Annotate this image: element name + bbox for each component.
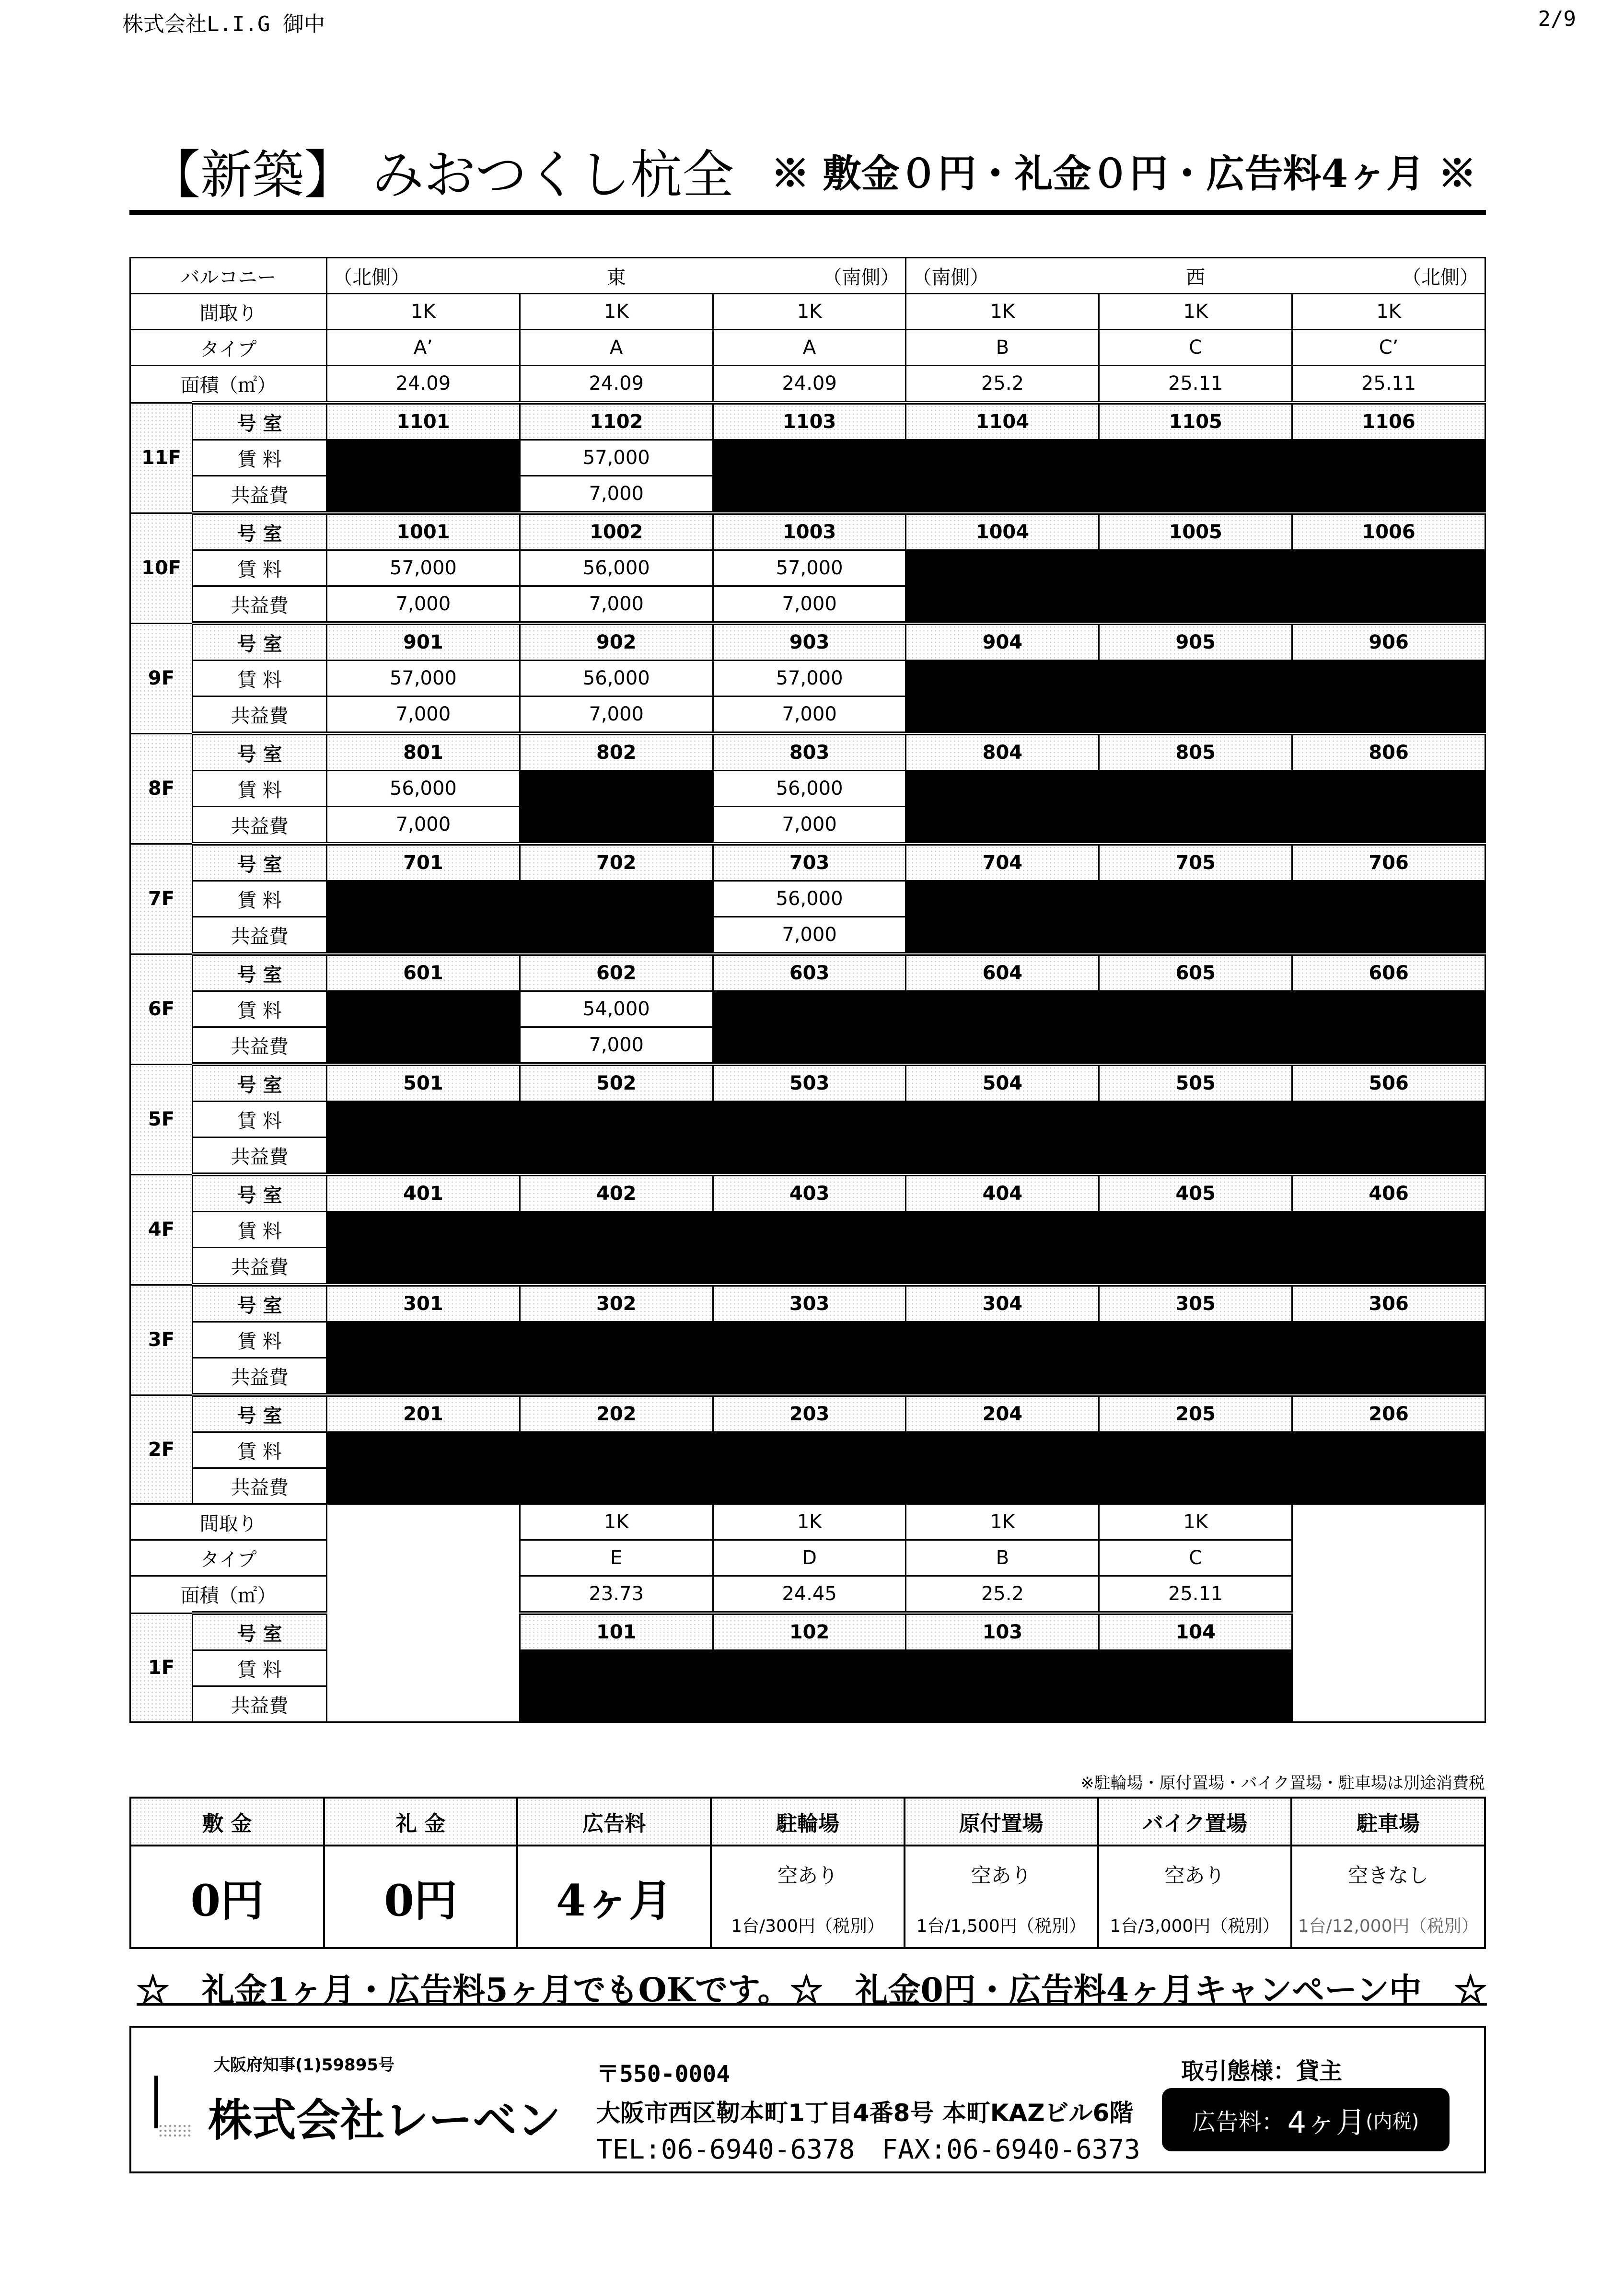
room-label: 号 室: [193, 954, 327, 991]
room-number: 204: [906, 1395, 1099, 1432]
unavailable-block: [327, 881, 713, 954]
room-number: 905: [1099, 623, 1292, 661]
type-cell: C: [1099, 330, 1292, 366]
unavailable-block: [906, 881, 1485, 954]
motorbike-status: 空あり: [1098, 1846, 1292, 1903]
fee-label: 共益費: [193, 1248, 327, 1285]
room-label: 号 室: [193, 1285, 327, 1322]
room-label: 号 室: [193, 1174, 327, 1212]
unavailable-block: [327, 440, 520, 513]
rent-value: 57,000: [520, 440, 713, 476]
rent-label: 賃 料: [193, 1432, 327, 1468]
room-number: 406: [1292, 1174, 1485, 1212]
room-number: 101: [520, 1613, 713, 1650]
bicycle-status: 空あり: [711, 1846, 905, 1903]
room-label: 号 室: [193, 733, 327, 771]
room-number: 604: [906, 954, 1099, 991]
ad-fee-label: 広告料：: [1192, 2108, 1285, 2136]
west-right: （北側）: [1402, 266, 1479, 289]
rent-label: 賃 料: [193, 550, 327, 586]
rent-label: 賃 料: [193, 440, 327, 476]
room-label: 号 室: [193, 1613, 327, 1650]
unavailable-block: [327, 1102, 1485, 1175]
fee-value: 7,000: [520, 1027, 713, 1065]
area-cell: 24.09: [520, 366, 713, 403]
room-label: 号 室: [193, 623, 327, 661]
room-number: 1105: [1099, 403, 1292, 440]
phone-fax: TEL:06-6940-6378 FAX:06-6940-6373: [596, 2134, 1140, 2165]
room-number: 706: [1292, 844, 1485, 881]
header-ad-fee: 広告料: [517, 1798, 711, 1846]
bicycle-price: 1台/300円（税別）: [711, 1903, 905, 1948]
ground-area-cell: 25.11: [1099, 1576, 1292, 1614]
rent-value: 57,000: [327, 661, 520, 697]
fee-label: 共益費: [193, 1468, 327, 1504]
room-number: 903: [713, 623, 906, 661]
room-number: 404: [906, 1174, 1099, 1212]
fee-label: 共益費: [193, 1138, 327, 1175]
room-number: 904: [906, 623, 1099, 661]
room-number: 201: [327, 1395, 520, 1432]
floor-label: 3F: [130, 1285, 193, 1395]
rent-label: 賃 料: [193, 661, 327, 697]
east-right: （南側）: [823, 266, 900, 289]
room-number: 1005: [1099, 513, 1292, 550]
room-number: 603: [713, 954, 906, 991]
fee-label: 共益費: [193, 1686, 327, 1722]
room-number: 402: [520, 1174, 713, 1212]
title-bar: [129, 128, 1486, 215]
room-number: 1101: [327, 403, 520, 440]
fee-value: 7,000: [327, 586, 520, 624]
type-cell: C’: [1292, 330, 1485, 366]
unavailable-block: [713, 991, 1485, 1065]
fee-value: 7,000: [327, 807, 520, 844]
fee-label: 共益費: [193, 1358, 327, 1395]
area-cell: 25.2: [906, 366, 1099, 403]
header-car: 駐車場: [1291, 1798, 1485, 1846]
rent-label: 賃 料: [193, 1650, 327, 1686]
fee-label: 共益費: [193, 697, 327, 734]
layout-label: 間取り: [130, 294, 327, 330]
fee-label: 共益費: [193, 807, 327, 844]
fee-value: 7,000: [713, 807, 906, 844]
ad-fee-value: 4ヶ月: [517, 1846, 711, 1948]
room-number: 504: [906, 1064, 1099, 1102]
fee-value: 7,000: [520, 476, 713, 513]
room-number: 1003: [713, 513, 906, 550]
type-cell: B: [906, 330, 1099, 366]
room-label: 号 室: [193, 1395, 327, 1432]
key-money-value: 0円: [324, 1846, 518, 1948]
room-number: 1102: [520, 403, 713, 440]
room-number: 503: [713, 1064, 906, 1102]
area-label: 面積（㎡）: [130, 366, 327, 403]
layout-cell: 1K: [1099, 294, 1292, 330]
fee-value: 7,000: [520, 586, 713, 624]
room-number: 704: [906, 844, 1099, 881]
room-number: 902: [520, 623, 713, 661]
campaign-banner: ☆ 礼金1ヶ月・広告料5ヶ月でもOKです。☆ 礼金0円・広告料4ヶ月キャンペーン中 ☆: [137, 1971, 1487, 2009]
room-number: 104: [1099, 1613, 1292, 1650]
room-number: 306: [1292, 1285, 1485, 1322]
room-number: 505: [1099, 1064, 1292, 1102]
layout-cell: 1K: [906, 294, 1099, 330]
fee-value: 7,000: [713, 586, 906, 624]
company-name: 株式会社レーベン: [208, 2095, 561, 2146]
layout-cell: 1K: [1292, 294, 1485, 330]
header-bicycle: 駐輪場: [711, 1798, 905, 1846]
room-number: 301: [327, 1285, 520, 1322]
rent-label: 賃 料: [193, 881, 327, 917]
ground-area-cell: 24.45: [713, 1576, 906, 1614]
agency-footer: [129, 2026, 1486, 2173]
layout-cell: 1K: [327, 294, 520, 330]
deposit-value: 0円: [130, 1846, 324, 1948]
transaction-mode: 取引態様：貸主: [1181, 2058, 1343, 2085]
room-number: 1006: [1292, 513, 1485, 550]
room-number: 602: [520, 954, 713, 991]
room-number: 401: [327, 1174, 520, 1212]
ground-type-cell: B: [906, 1540, 1099, 1576]
room-number: 901: [327, 623, 520, 661]
room-number: 1106: [1292, 403, 1485, 440]
room-number: 405: [1099, 1174, 1292, 1212]
ground-empty-right: [1292, 1504, 1485, 1722]
floor-label: 10F: [130, 513, 193, 623]
rent-label: 賃 料: [193, 1212, 327, 1248]
layout-cell: 1K: [713, 294, 906, 330]
rent-value: 57,000: [327, 550, 520, 586]
room-number: 502: [520, 1064, 713, 1102]
ground-area-label: 面積（㎡）: [130, 1576, 327, 1614]
room-number: 805: [1099, 733, 1292, 771]
highlight-tag: ※ 敷金０円・礼金０円・広告料4ヶ月 ※: [771, 151, 1476, 196]
logo-dots: [158, 2124, 192, 2137]
car-price: 1台/12,000円（税別）: [1291, 1903, 1485, 1948]
east-label: 東: [606, 266, 626, 289]
rent-value: 57,000: [713, 661, 906, 697]
rent-value: 54,000: [520, 991, 713, 1027]
room-number: 1004: [906, 513, 1099, 550]
room-number: 203: [713, 1395, 906, 1432]
floor-label: 7F: [130, 844, 193, 954]
balcony-west: [906, 258, 1485, 294]
area-cell: 25.11: [1099, 366, 1292, 403]
ground-type-cell: C: [1099, 1540, 1292, 1576]
room-number: 501: [327, 1064, 520, 1102]
rent-value: 56,000: [713, 771, 906, 807]
unavailable-block: [327, 1432, 1485, 1504]
unavailable-block: [906, 550, 1485, 624]
floor-label: 4F: [130, 1174, 193, 1285]
header-key-money: 礼 金: [324, 1798, 518, 1846]
room-number: 801: [327, 733, 520, 771]
fee-label: 共益費: [193, 1027, 327, 1065]
room-label: 号 室: [193, 1064, 327, 1102]
rent-value: 56,000: [520, 661, 713, 697]
unavailable-block: [520, 1650, 1292, 1722]
room-number: 303: [713, 1285, 906, 1322]
ground-type-label: タイプ: [130, 1540, 327, 1576]
room-number: 606: [1292, 954, 1485, 991]
area-cell: 25.11: [1292, 366, 1485, 403]
license-number: 大阪府知事(1)59895号: [214, 2055, 395, 2075]
conditions-table: [129, 1797, 1486, 1949]
ground-area-cell: 23.73: [520, 1576, 713, 1614]
balcony-label: バルコニー: [130, 258, 327, 294]
room-number: 803: [713, 733, 906, 771]
room-number: 304: [906, 1285, 1099, 1322]
moped-price: 1台/1,500円（税別）: [905, 1903, 1098, 1948]
rent-value: 56,000: [520, 550, 713, 586]
floor-label: 2F: [130, 1395, 193, 1504]
unavailable-block: [327, 1212, 1485, 1285]
room-number: 703: [713, 844, 906, 881]
unavailable-block: [327, 991, 520, 1065]
ground-area-cell: 25.2: [906, 1576, 1099, 1614]
property-title: 【新築】 みおつくし杭全: [149, 145, 734, 205]
rent-label: 賃 料: [193, 991, 327, 1027]
ground-empty-left: [327, 1504, 520, 1722]
room-number: 1104: [906, 403, 1099, 440]
fee-label: 共益費: [193, 917, 327, 954]
fee-value: 7,000: [713, 917, 906, 954]
west-left: （南側）: [912, 266, 989, 289]
room-label: 号 室: [193, 844, 327, 881]
tax-note: ※駐輪場・原付置場・バイク置場・駐車場は別途消費税: [1080, 1774, 1485, 1793]
car-status: 空きなし: [1291, 1846, 1485, 1903]
ground-layout-cell: 1K: [520, 1504, 713, 1540]
ground-type-cell: D: [713, 1540, 906, 1576]
room-number: 804: [906, 733, 1099, 771]
room-number: 806: [1292, 733, 1485, 771]
room-number: 403: [713, 1174, 906, 1212]
rent-value: 56,000: [327, 771, 520, 807]
rent-label: 賃 料: [193, 1102, 327, 1138]
motorbike-price: 1台/3,000円（税別）: [1098, 1903, 1292, 1948]
fee-value: 7,000: [520, 697, 713, 734]
header-motorbike: バイク置場: [1098, 1798, 1292, 1846]
type-cell: A’: [327, 330, 520, 366]
ad-fee-suffix: (内税): [1366, 2110, 1419, 2133]
header-deposit: 敷 金: [130, 1798, 324, 1846]
room-number: 1001: [327, 513, 520, 550]
ad-fee-badge: [1162, 2088, 1450, 2151]
recipient-label: 株式会社L.I.G 御中: [122, 12, 325, 36]
unavailable-block: [906, 771, 1485, 844]
floor-label: 1F: [130, 1613, 193, 1722]
rent-value: 56,000: [713, 881, 906, 917]
room-number: 103: [906, 1613, 1099, 1650]
fee-label: 共益費: [193, 476, 327, 513]
ground-layout-cell: 1K: [906, 1504, 1099, 1540]
room-number: 102: [713, 1613, 906, 1650]
page-number: 2/9: [1538, 7, 1576, 31]
area-cell: 24.09: [327, 366, 520, 403]
room-number: 701: [327, 844, 520, 881]
unavailable-block: [327, 1322, 1485, 1395]
fee-value: 7,000: [327, 697, 520, 734]
room-number: 206: [1292, 1395, 1485, 1432]
rent-label: 賃 料: [193, 1322, 327, 1358]
room-number: 802: [520, 733, 713, 771]
postal-code: 〒550-0004: [596, 2061, 731, 2088]
unavailable-block: [713, 440, 1485, 513]
room-number: 906: [1292, 623, 1485, 661]
layout-cell: 1K: [520, 294, 713, 330]
type-label: タイプ: [130, 330, 327, 366]
room-number: 705: [1099, 844, 1292, 881]
room-number: 601: [327, 954, 520, 991]
ground-layout-label: 間取り: [130, 1504, 327, 1540]
ground-type-cell: E: [520, 1540, 713, 1576]
ground-layout-cell: 1K: [713, 1504, 906, 1540]
fee-value: 7,000: [713, 697, 906, 734]
floor-label: 8F: [130, 733, 193, 844]
room-number: 702: [520, 844, 713, 881]
room-number: 305: [1099, 1285, 1292, 1322]
room-number: 302: [520, 1285, 713, 1322]
type-cell: A: [520, 330, 713, 366]
room-number: 1002: [520, 513, 713, 550]
room-number: 605: [1099, 954, 1292, 991]
moped-status: 空あり: [905, 1846, 1098, 1903]
header-moped: 原付置場: [905, 1798, 1098, 1846]
floor-label: 9F: [130, 623, 193, 733]
ground-layout-cell: 1K: [1099, 1504, 1292, 1540]
balcony-east: [327, 258, 906, 294]
area-cell: 24.09: [713, 366, 906, 403]
type-cell: A: [713, 330, 906, 366]
rent-label: 賃 料: [193, 771, 327, 807]
room-number: 506: [1292, 1064, 1485, 1102]
room-table: [129, 257, 1486, 1723]
room-number: 1103: [713, 403, 906, 440]
room-label: 号 室: [193, 403, 327, 440]
room-label: 号 室: [193, 513, 327, 550]
rent-value: 57,000: [713, 550, 906, 586]
floor-label: 5F: [130, 1064, 193, 1174]
floor-label: 6F: [130, 954, 193, 1064]
room-number: 202: [520, 1395, 713, 1432]
room-number: 205: [1099, 1395, 1292, 1432]
ad-fee-amount: 4ヶ月: [1287, 2104, 1366, 2140]
fee-label: 共益費: [193, 586, 327, 624]
address: 大阪市西区靭本町1丁目4番8号 本町KAZビル6階: [596, 2099, 1134, 2127]
east-left: （北側）: [333, 266, 410, 289]
company-logo: [154, 2076, 158, 2128]
unavailable-block: [520, 771, 713, 844]
unavailable-block: [906, 661, 1485, 734]
floor-label: 11F: [130, 403, 193, 513]
west-label: 西: [1186, 266, 1206, 289]
